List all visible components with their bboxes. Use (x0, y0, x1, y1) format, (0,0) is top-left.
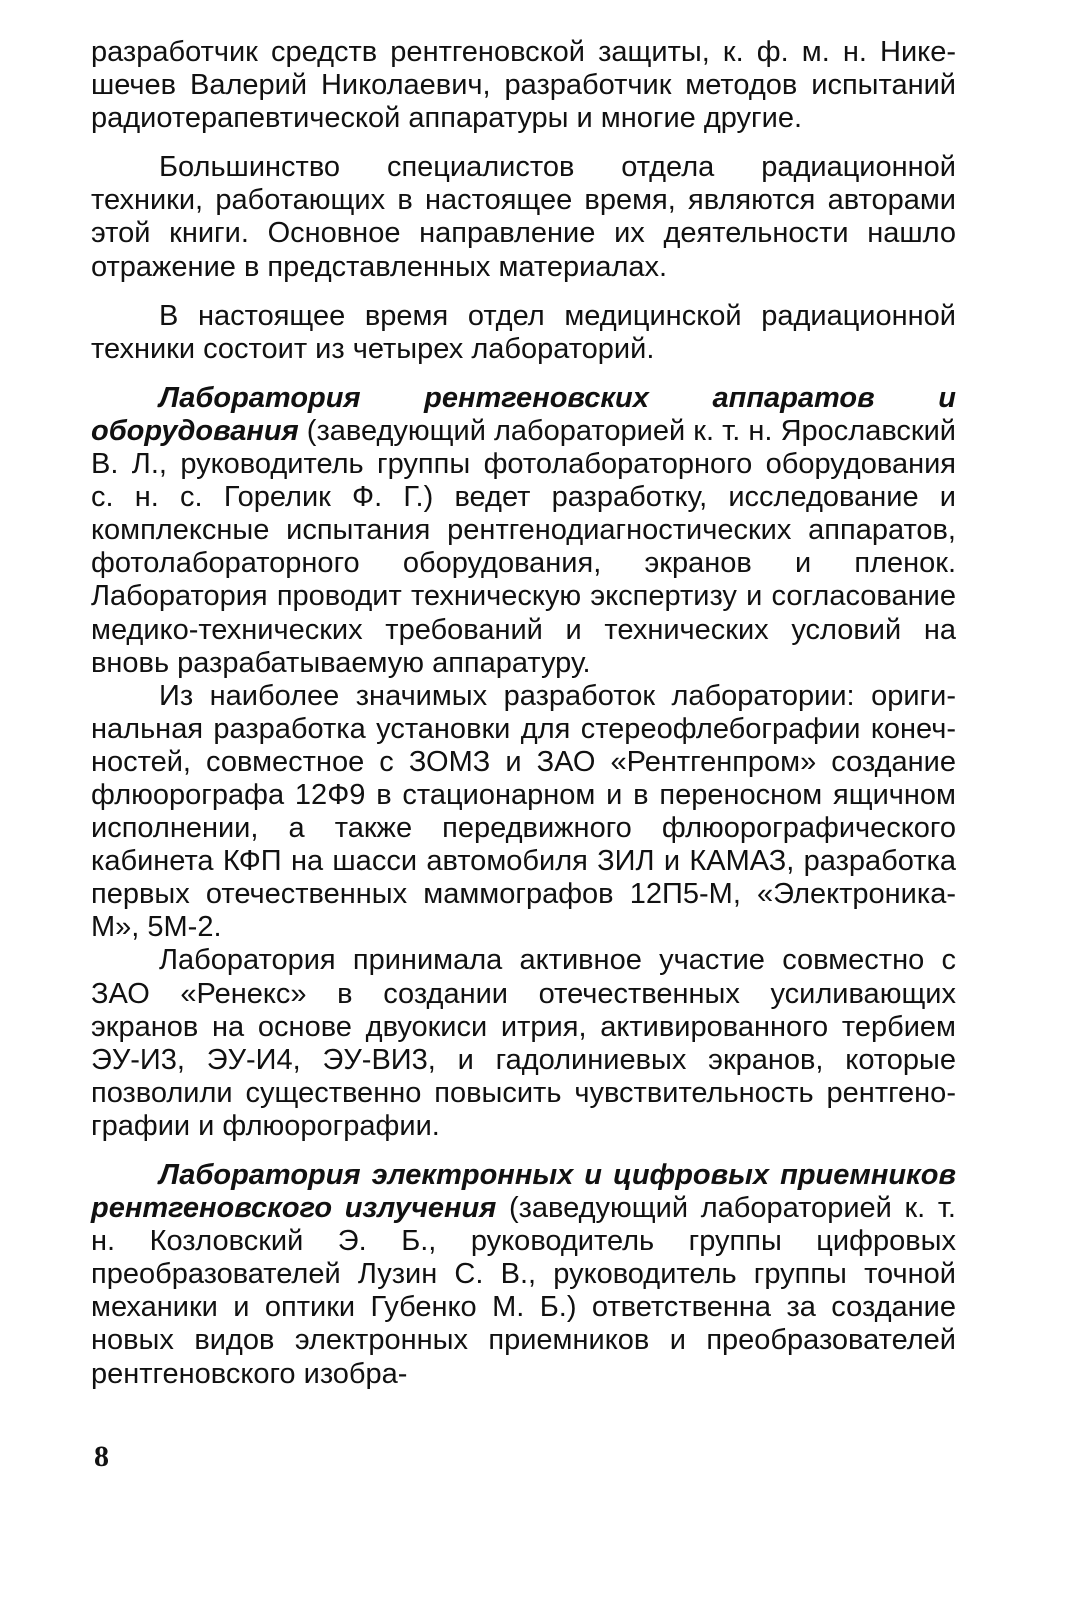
paragraph-xray-lab-developments: Из наиболее значимых разработок лаборатории: оригинальная разработка установки для стереофлебографии конечностей, совместное с ЗОМЗ и ЗАО «Рентгенпром» создание флюорографа 12Ф9 в стационарном и в переносном ящичном исполнении, а также передвижного флюорографического кабинета КФП на шасси автомобиля ЗИЛ и КАМАЗ, разработка первых отечественных маммографов 12П5-М, «Электроника-М», 5М-2. (91, 679, 956, 944)
lab-title-xray-equipment: Лаборатория рентгеновских аппаратов и оборудования (91, 381, 956, 447)
paragraph-intro-continuation: разработчик средств рентгеновской защиты, к. ф. м. н. Никешечев Валерий Николаевич, разработчик методов испытаний радиотерапевтической аппаратуры и многие другие. (91, 36, 956, 135)
page-body (91, 36, 956, 1391)
paragraph-xray-lab (91, 382, 956, 680)
paragraph-digital-lab (91, 1159, 956, 1391)
page-number: 8 (94, 1440, 109, 1473)
paragraph-xray-lab-screens: Лаборатория принимала активное участие совместно с ЗАО «Ренекс» в создании отечественных усиливающих экранов на основе двуокиси итрия, активированного тербием ЭУ-И3, ЭУ-И4, ЭУ-ВИ3, и гадолиниевых экранов, которые позволили существенно повысить чувствительность рентгенографии и флюорографии. (91, 944, 956, 1142)
lab-description-digital-receivers: (заведующий лабораторией к. т. н. Козловский Э. Б., руководитель группы цифровых преобразователей Лузин С. В., руководитель группы точной механики и оптики Губенко М. Б.) ответственна за создание новых видов электронных приемников и преобразователей рентгеновского изобра- (91, 1192, 956, 1390)
lab-title-digital-receivers: Лаборатория электронных и цифровых приемников рентгеновского излучения (91, 1159, 956, 1225)
paragraph-four-labs: В настоящее время отдел медицинской радиационной техники состоит из четырех лабораторий. (91, 299, 956, 365)
paragraph-specialists: Большинство специалистов отдела радиационной техники, работающих в настоящее время, являются авторами этой книги. Основное направление их деятельности нашло отражение в представленных материалах. (91, 151, 956, 283)
lab-description-xray-equipment: (заведующий лабораторией к. т. н. Ярославский В. Л., руководитель группы фотолабораторного оборудования с. н. с. Горелик Ф. Г.) ведет разработку, исследование и комплексные испытания рентгенодиагностических аппаратов, фотолабораторного оборудования, экранов и пленок. Лаборатория проводит техническую экспертизу и согласование медико-технических требований и технических условий на вновь разрабатываемую аппаратуру. (91, 414, 956, 679)
